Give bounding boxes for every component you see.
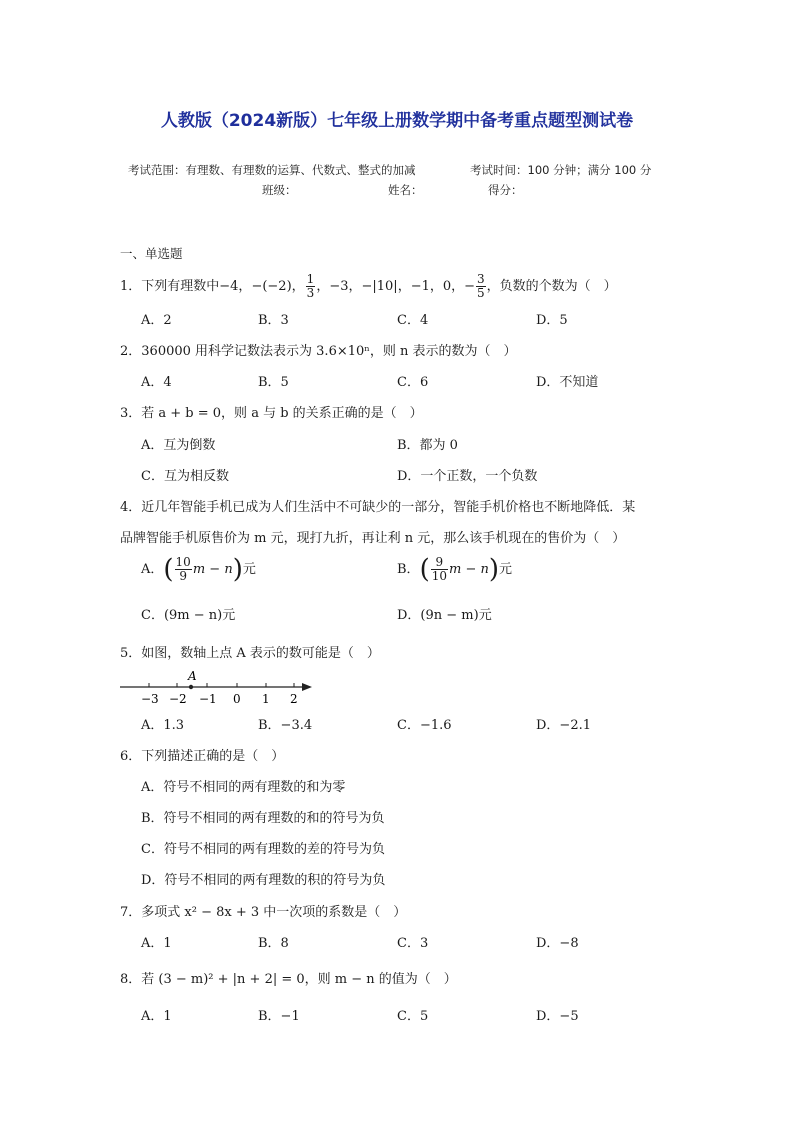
q1-stem-start: 1．下列有理数中−4， <box>120 279 252 294</box>
question-2: 2．360000 用科学记数法表示为 3.6×10ⁿ，则 n 表示的数为（ ） <box>120 344 517 359</box>
q7-option-d[interactable]: D．−8 <box>536 936 579 951</box>
question-4-line-1: 4．近几年智能手机已成为人们生活中不可缺少的一部分，智能手机价格也不断地降低．某 <box>120 500 636 515</box>
q1-option-a[interactable]: A．2 <box>141 313 172 328</box>
q4-option-c[interactable]: C．(9m − n)元 <box>141 608 236 623</box>
axis-arrow-icon <box>302 683 312 691</box>
q1-option-b[interactable]: B．3 <box>258 313 289 328</box>
axis-label-minus-1: −1 <box>199 692 217 706</box>
axis-label-0: 0 <box>233 692 241 706</box>
q1-minus2: − <box>464 279 476 294</box>
q1-stem-end: ，负数的个数为（ ） <box>486 279 617 294</box>
q1-paren-term: (−2) <box>262 279 292 294</box>
q5-option-a[interactable]: A．1.3 <box>141 718 185 733</box>
q1-abs-term: −|10| <box>361 279 398 294</box>
axis-label-minus-2: −2 <box>169 692 187 706</box>
score-label: 得分： <box>488 183 523 197</box>
axis-label-minus-3: −3 <box>141 692 159 706</box>
q2-option-a[interactable]: A．4 <box>141 375 172 390</box>
q6-option-c[interactable]: C．符号不相同的两有理数的差的符号为负 <box>141 842 385 857</box>
question-8: 8．若 (3 − m)² + |n + 2| = 0，则 m − n 的值为（ ） <box>120 972 457 987</box>
q3-option-c[interactable]: C．互为相反数 <box>141 469 229 484</box>
question-6: 6．下列描述正确的是（ ） <box>120 749 285 764</box>
q1-option-d[interactable]: D．5 <box>536 313 568 328</box>
question-3: 3．若 a + b = 0，则 a 与 b 的关系正确的是（ ） <box>120 406 423 421</box>
point-a-label: A <box>188 669 197 683</box>
q1-fraction-1: $\frac{1}{3}$ <box>306 272 315 300</box>
page-title: 人教版（2024新版）七年级上册数学期中备考重点题型测试卷 <box>160 111 634 131</box>
q7-option-a[interactable]: A．1 <box>141 936 172 951</box>
q4-option-d[interactable]: D．(9n − m)元 <box>397 608 492 623</box>
q4-option-b[interactable]: B．( $\frac{9}{10}$ m − n)元 <box>397 554 513 585</box>
q1-mid: ，−3， <box>316 279 362 294</box>
exam-time: 考试时间：100 分钟；满分 100 分 <box>470 163 652 177</box>
q2-option-b[interactable]: B．5 <box>258 375 289 390</box>
section-heading: 一、单选题 <box>120 246 183 261</box>
q6-option-a[interactable]: A．符号不相同的两有理数的和为零 <box>141 780 346 795</box>
axis-label-1: 1 <box>262 692 270 706</box>
q1-sep: ， <box>291 279 305 294</box>
q3-option-a[interactable]: A．互为倒数 <box>141 438 216 453</box>
q5-option-d[interactable]: D．−2.1 <box>536 718 591 733</box>
question-4-line-2: 品牌智能手机原售价为 m 元，现打九折，再让利 n 元，那么该手机现在的售价为（ ） <box>120 531 626 546</box>
q5-option-b[interactable]: B．−3.4 <box>258 718 313 733</box>
q6-option-b[interactable]: B．符号不相同的两有理数的和的符号为负 <box>141 811 385 826</box>
q2-option-d[interactable]: D．不知道 <box>536 375 599 390</box>
question-7: 7．多项式 x² − 8x + 3 中一次项的系数是（ ） <box>120 905 407 920</box>
q8-option-d[interactable]: D．−5 <box>536 1009 579 1024</box>
class-label: 班级： <box>262 183 297 197</box>
q7-option-b[interactable]: B．8 <box>258 936 289 951</box>
question-1 <box>120 273 617 300</box>
q8-option-c[interactable]: C．5 <box>397 1009 429 1024</box>
question-5: 5．如图，数轴上点 A 表示的数可能是（ ） <box>120 646 380 661</box>
name-label: 姓名： <box>388 183 423 197</box>
q8-option-a[interactable]: A．1 <box>141 1009 172 1024</box>
q8-option-b[interactable]: B．−1 <box>258 1009 300 1024</box>
point-a-dot <box>189 685 193 689</box>
q6-option-d[interactable]: D．符号不相同的两有理数的积的符号为负 <box>141 873 386 888</box>
number-line-figure <box>118 668 318 708</box>
axis-label-2: 2 <box>290 692 298 706</box>
q5-option-c[interactable]: C．−1.6 <box>397 718 452 733</box>
q3-option-d[interactable]: D．一个正数，一个负数 <box>397 469 538 484</box>
q3-option-b[interactable]: B．都为 0 <box>397 438 458 453</box>
q1-fraction-2: $\frac{3}{5}$ <box>477 272 485 300</box>
exam-scope: 考试范围：有理数、有理数的运算、代数式、整式的加减 <box>128 163 416 177</box>
q1-option-c[interactable]: C．4 <box>397 313 429 328</box>
q1-mid2: ，−1，0， <box>397 279 465 294</box>
q4-option-a[interactable]: A．( $\frac{10}{9}$ m − n)元 <box>141 554 256 585</box>
q2-option-c[interactable]: C．6 <box>397 375 429 390</box>
q7-option-c[interactable]: C．3 <box>397 936 429 951</box>
q1-minus: − <box>251 279 263 294</box>
